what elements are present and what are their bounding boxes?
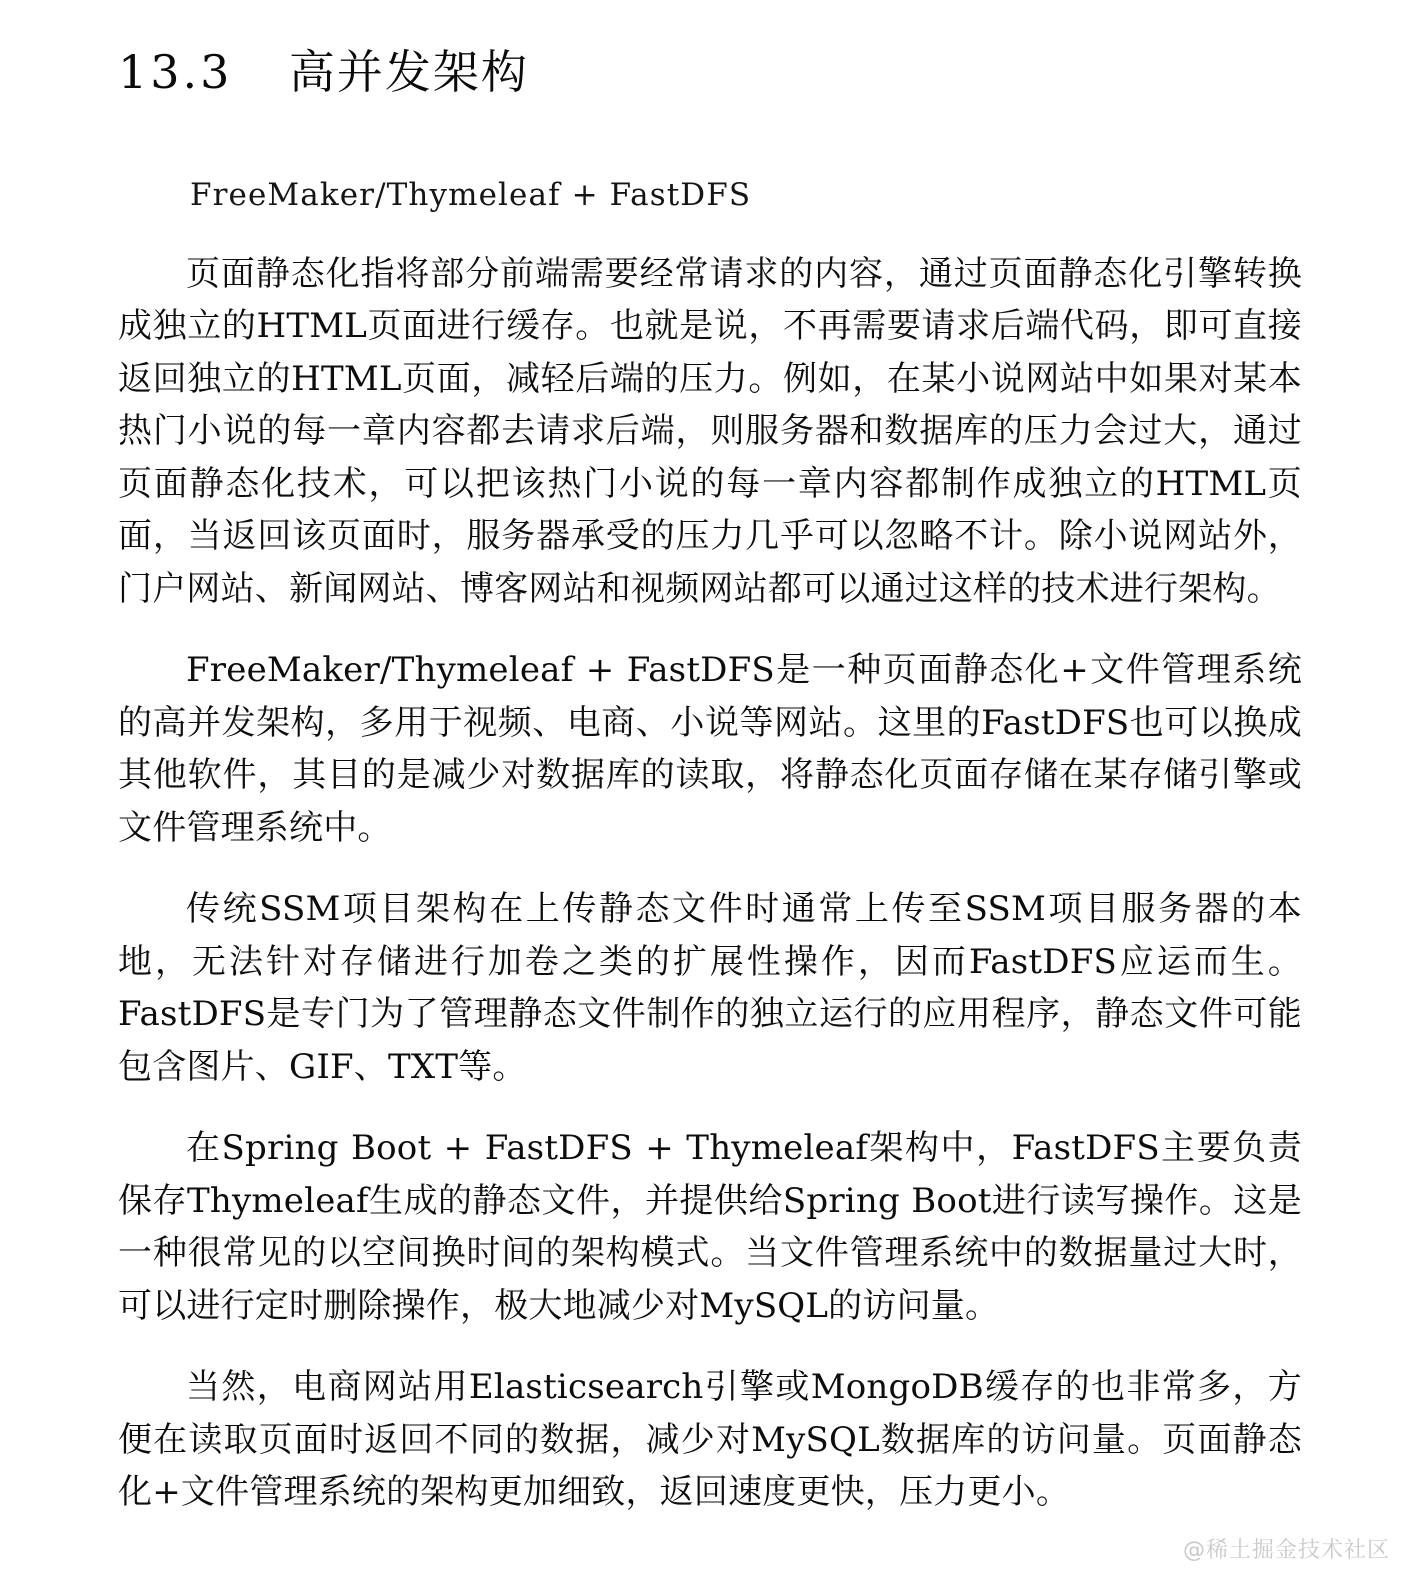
heading-title: 高并发架构: [288, 45, 529, 99]
code-snippet-line: FreeMaker/Thymeleaf + FastDFS: [190, 177, 752, 214]
body-paragraph-4: 在Spring Boot + FastDFS + Thymeleaf架构中，FastDFS主要负责保存Thymeleaf生成的静态文件，并提供给Spring Boot进行读写操作。这是一种很常见的以空间换时间的架构模式。当文件管理系统中的数据量过大时，可以进行定时删除操作，极大地减少对MySQL的访问量。: [118, 1128, 1302, 1326]
watermark: @稀土掘金技术社区: [1182, 1538, 1390, 1563]
document-content-column: [118, 0, 1302, 1519]
body-paragraph-2: FreeMaker/Thymeleaf + FastDFS是一种页面静态化+文件管理系统的高并发架构，多用于视频、电商、小说等网站。这里的FastDFS也可以换成其他软件，其目的是减少对数据库的读取，将静态化页面存储在某存储引擎或文件管理系统中。: [118, 650, 1302, 848]
body-paragraph-3: 传统SSM项目架构在上传静态文件时通常上传至SSM项目服务器的本地，无法针对存储进行加卷之类的扩展性操作，因而FastDFS应运而生。FastDFS是专门为了管理静态文件制作的独立运行的应用程序，静态文件可能包含图片、GIF、TXT等。: [118, 889, 1302, 1087]
heading-separator: [232, 45, 288, 99]
body-paragraph-5: 当然，电商网站用Elasticsearch引擎或MongoDB缓存的也非常多，方便在读取页面时返回不同的数据，减少对MySQL数据库的访问量。页面静态化+文件管理系统的架构更加细致，返回速度更快，压力更小。: [118, 1367, 1302, 1513]
page-title: [118, 0, 1302, 100]
heading-number: 13.3: [118, 45, 233, 99]
body-paragraph-1: 页面静态化指将部分前端需要经常请求的内容，通过页面静态化引擎转换成独立的HTML页面进行缓存。也就是说，不再需要请求后端代码，即可直接返回独立的HTML页面，减轻后端的压力。例如，在某小说网站中如果对某本热门小说的每一章内容都去请求后端，则服务器和数据库的压力会过大，通过页面静态化技术，可以把该热门小说的每一章内容都制作成独立的HTML页面，当返回该页面时，服务器承受的压力几乎可以忽略不计。除小说网站外，门户网站、新闻网站、博客网站和视频网站都可以通过这样的技术进行架构。: [118, 253, 1302, 609]
